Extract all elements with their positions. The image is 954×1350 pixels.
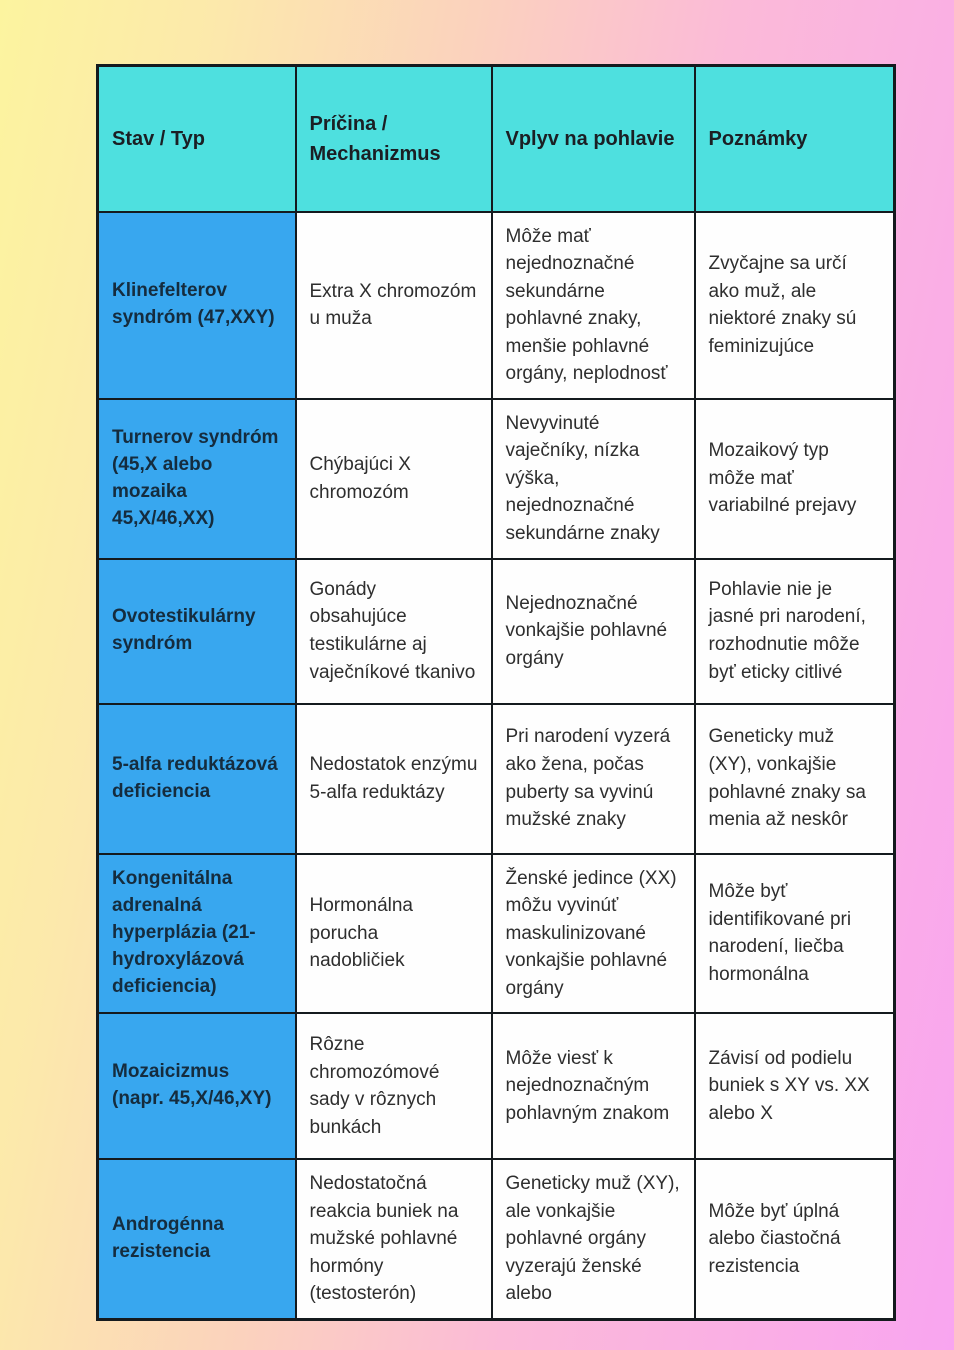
row-header-condition: Mozaicizmus (napr. 45,X/46,XY) — [98, 1013, 296, 1159]
syndromes-table — [96, 64, 896, 1321]
table-row — [98, 704, 895, 854]
cell-cause: Hormonálna porucha nadobličiek — [296, 854, 492, 1014]
cell-cause: Rôzne chromozómové sady v rôznych bunkách — [296, 1013, 492, 1159]
cell-effect: Nejednoznačné vonkajšie pohlavné orgány — [492, 559, 695, 704]
column-header-notes: Poznámky — [695, 66, 895, 212]
table-row — [98, 399, 895, 559]
cell-cause: Gonády obsahujúce testikulárne aj vaječníkové tkanivo — [296, 559, 492, 704]
cell-effect: Geneticky muž (XY), ale vonkajšie pohlavné orgány vyzerajú ženské alebo — [492, 1159, 695, 1319]
cell-effect: Pri narodení vyzerá ako žena, počas puberty sa vyvinú mužské znaky — [492, 704, 695, 854]
table-row — [98, 1159, 895, 1319]
cell-cause: Nedostatok enzýmu 5-alfa reduktázy — [296, 704, 492, 854]
header-row — [98, 66, 895, 212]
table-row — [98, 212, 895, 399]
row-header-condition: 5-alfa reduktázová deficiencia — [98, 704, 296, 854]
cell-effect: Môže mať nejednoznačné sekundárne pohlavné znaky, menšie pohlavné orgány, neplodnosť — [492, 212, 695, 399]
row-header-condition: Ovotestikulárny syndróm — [98, 559, 296, 704]
cell-cause: Chýbajúci X chromozóm — [296, 399, 492, 559]
table-row — [98, 559, 895, 704]
cell-notes: Mozaikový typ môže mať variabilné prejavy — [695, 399, 895, 559]
cell-cause: Nedostatočná reakcia buniek na mužské pohlavné hormóny (testosterón) — [296, 1159, 492, 1319]
table-row — [98, 1013, 895, 1159]
row-header-condition: Kongenitálna adrenalná hyperplázia (21-hydroxylázová deficiencia) — [98, 854, 296, 1014]
cell-effect: Môže viesť k nejednoznačným pohlavným znakom — [492, 1013, 695, 1159]
cell-notes: Závisí od podielu buniek s XY vs. XX alebo X — [695, 1013, 895, 1159]
cell-notes: Geneticky muž (XY), vonkajšie pohlavné znaky sa menia až neskôr — [695, 704, 895, 854]
cell-notes: Môže byť úplná alebo čiastočná rezistencia — [695, 1159, 895, 1319]
cell-effect: Nevyvinuté vaječníky, nízka výška, nejednoznačné sekundárne znaky — [492, 399, 695, 559]
row-header-condition: Androgénna rezistencia — [98, 1159, 296, 1319]
cell-effect: Ženské jedince (XX) môžu vyvinúť maskulinizované vonkajšie pohlavné orgány — [492, 854, 695, 1014]
cell-cause: Extra X chromozóm u muža — [296, 212, 492, 399]
table-row — [98, 854, 895, 1014]
cell-notes: Zvyčajne sa určí ako muž, ale niektoré znaky sú feminizujúce — [695, 212, 895, 399]
cell-notes: Pohlavie nie je jasné pri narodení, rozhodnutie môže byť eticky citlivé — [695, 559, 895, 704]
column-header-cause: Príčina / Mechanizmus — [296, 66, 492, 212]
column-header-effect: Vplyv na pohlavie — [492, 66, 695, 212]
row-header-condition: Turnerov syndróm (45,X alebo mozaika 45,X/46,XX) — [98, 399, 296, 559]
cell-notes: Môže byť identifikované pri narodení, liečba hormonálna — [695, 854, 895, 1014]
row-header-condition: Klinefelterov syndróm (47,XXY) — [98, 212, 296, 399]
column-header-condition: Stav / Typ — [98, 66, 296, 212]
